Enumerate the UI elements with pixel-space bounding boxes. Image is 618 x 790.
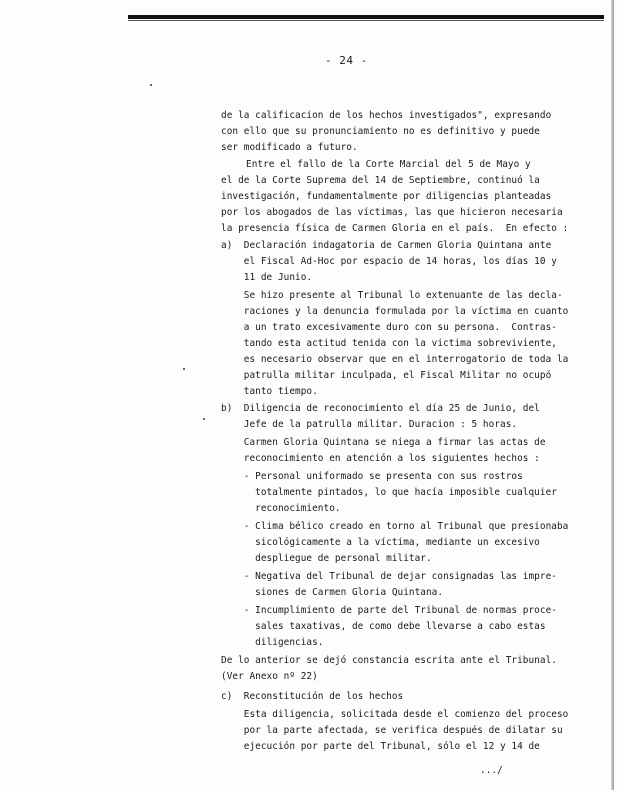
scan-speck <box>203 418 205 420</box>
bullet-item: sicológicamente a la víctima, mediante un excesivo <box>221 537 540 548</box>
text-line: (Ver Anexo nº 22) <box>221 671 318 682</box>
top-scan-edge <box>128 15 604 19</box>
right-scan-edge <box>611 0 614 790</box>
bullet-item: totalmente pintados, lo que hacía imposible cualquier <box>221 487 557 498</box>
text-line: raciones y la denuncia formulada por la víctima en cuanto <box>221 306 569 317</box>
text-line: a un trato excesivamente duro con su persona. Contras- <box>221 322 557 333</box>
page-number: - 24 - <box>325 54 368 67</box>
text-line: tanto tiempo. <box>221 386 318 397</box>
section-heading: c) Reconstitución de los hechos <box>221 691 404 702</box>
text-line: con ello que su pronunciamiento no es definitivo y puede <box>221 126 540 137</box>
continuation-mark: .../ <box>480 765 503 776</box>
text-line: Jefe de la patrulla militar. Duracion : 5 horas. <box>221 419 518 430</box>
bullet-item: reconocimiento. <box>221 503 341 514</box>
text-line: es necesario observar que en el interrogatorio de toda la <box>221 354 569 365</box>
text-line: 11 de Junio. <box>221 272 313 283</box>
text-line: Se hizo presente al Tribunal lo extenuante de las decla- <box>221 290 563 301</box>
text-line: Carmen Gloria Quintana se niega a firmar las actas de <box>221 437 546 448</box>
text-line: por la parte afectada, se verifica después de dilatar su <box>221 725 563 736</box>
bullet-item: diligencias. <box>221 637 324 648</box>
text-line: investigación, fundamentalmente por diligencias planteadas <box>221 191 552 202</box>
bullet-item: - Clima bélico creado en torno al Tribunal que presionaba <box>221 521 569 532</box>
bullet-item: despliegue de personal militar. <box>221 553 432 564</box>
text-line: b) Diligencia de reconocimiento el día 25 de Junio, del <box>221 403 540 414</box>
text-line: patrulla militar inculpada, el Fiscal Militar no ocupó <box>221 370 552 381</box>
bullet-item: - Negativa del Tribunal de dejar consignadas las impre- <box>221 571 557 582</box>
text-line: tando esta actitud tenida con la victima sobreviviente, <box>221 338 557 349</box>
scan-speck <box>150 84 152 86</box>
bullet-item: siones de Carmen Gloria Quintana. <box>221 587 444 598</box>
text-line: el Fiscal Ad-Hoc por espacio de 14 horas, los días 10 y <box>221 256 557 267</box>
text-line: ejecución por parte del Tribunal, sólo el 12 y 14 de <box>221 741 540 752</box>
bullet-item: - Personal uniformado se presenta con sus rostros <box>221 471 523 482</box>
text-line: reconocimiento en atención a los siguientes hechos : <box>221 453 540 464</box>
text-line: ser modificado a futuro. <box>221 142 358 153</box>
text-line: el de la Corte Suprema del 14 de Septiembre, continuó la <box>221 175 540 186</box>
text-line: por los abogados de las víctimas, las que hicieron necesaria <box>221 207 563 218</box>
text-line: De lo anterior se dejó constancia escrita ante el Tribunal. <box>221 655 557 666</box>
text-line: Esta diligencia, solicitada desde el comienzo del proceso <box>221 709 569 720</box>
text-line: a) Declaración indagatoria de Carmen Gloria Quintana ante <box>221 240 552 251</box>
text-line: de la calificacion de los hechos investigados", expresando <box>221 110 552 121</box>
text-line: la presencia física de Carmen Gloria en el país. En efecto : <box>221 223 569 234</box>
text-line: Entre el fallo de la Corte Marcial del 5 de Mayo y <box>246 159 531 170</box>
bullet-item: sales taxativas, de como debe llevarse a cabo estas <box>221 621 546 632</box>
top-scan-edge-thin <box>128 20 604 21</box>
bullet-item: - Incumplimiento de parte del Tribunal de normas proce- <box>221 605 557 616</box>
scan-speck <box>183 368 185 370</box>
